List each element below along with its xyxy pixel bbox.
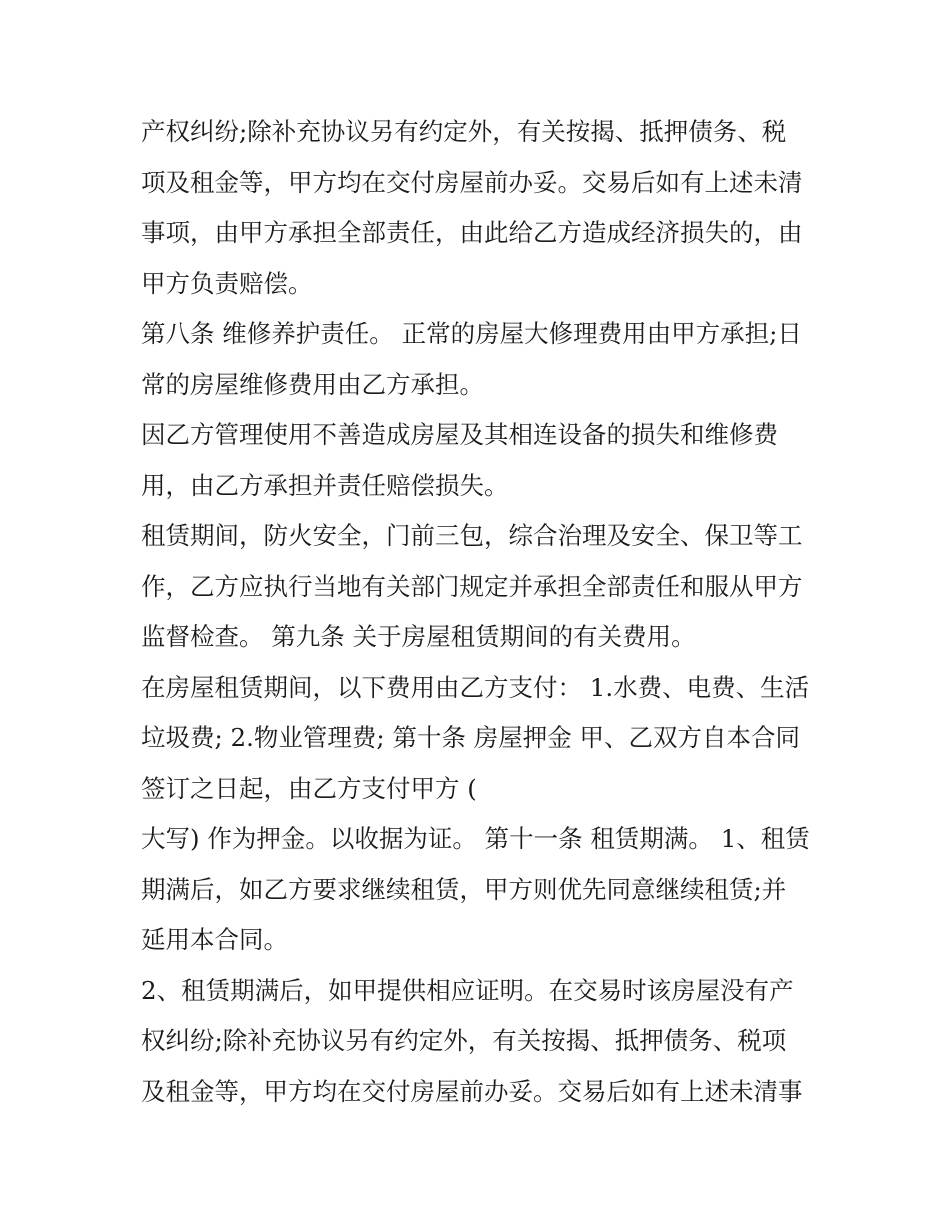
text-line: 用，由乙方承担并责任赔偿损失。 [141, 470, 509, 500]
text-line: 期满后，如乙方要求继续租赁，甲方则优先同意继续租赁;并 [141, 874, 787, 904]
text-line: 签订之日起，由乙方支付甲方 ( [141, 773, 477, 803]
text-line: 常的房屋维修费用由乙方承担。 [141, 369, 484, 399]
text-line: 监督检查。 第九条 关于房屋租赁期间的有关费用。 [141, 622, 696, 651]
text-line: 2、租赁期满后，如甲提供相应证明。在交易时该房屋没有产 [141, 975, 794, 1005]
text-line: 垃圾费; 2.物业管理费; 第十条 房屋押金 甲、乙双方自本合同 [141, 723, 801, 752]
text-line: 事项，由甲方承担全部责任，由此给乙方造成经济损失的，由 [141, 218, 803, 247]
contract-text-body [141, 107, 831, 1117]
text-line: 租赁期间，防火安全，门前三包，综合治理及安全、保卫等工 [141, 521, 803, 550]
text-line: 权纠纷;除补充协议另有约定外，有关按揭、抵押债务、税项 [141, 1026, 787, 1055]
text-line: 及租金等，甲方均在交付房屋前办妥。交易后如有上述未清事 [141, 1076, 803, 1106]
text-line: 大写) 作为押金。以收据为证。 第十一条 租赁期满。 1、租赁 [141, 824, 810, 853]
text-line: 延用本合同。 [141, 925, 288, 954]
text-line: 在房屋租赁期间，以下费用由乙方支付： 1.水费、电费、生活 [141, 672, 810, 702]
text-line: 因乙方管理使用不善造成房屋及其相连设备的损失和维修费 [141, 420, 778, 449]
text-line: 甲方负责赔偿。 [141, 268, 313, 298]
text-line: 第八条 维修养护责任。 正常的房屋大修理费用由甲方承担;日 [141, 319, 802, 348]
text-line: 作，乙方应执行当地有关部门规定并承担全部责任和服从甲方 [141, 571, 803, 601]
text-line: 产权纠纷;除补充协议另有约定外，有关按揭、抵押债务、税 [141, 117, 787, 146]
text-line: 项及租金等，甲方均在交付房屋前办妥。交易后如有上述未清 [141, 167, 803, 197]
